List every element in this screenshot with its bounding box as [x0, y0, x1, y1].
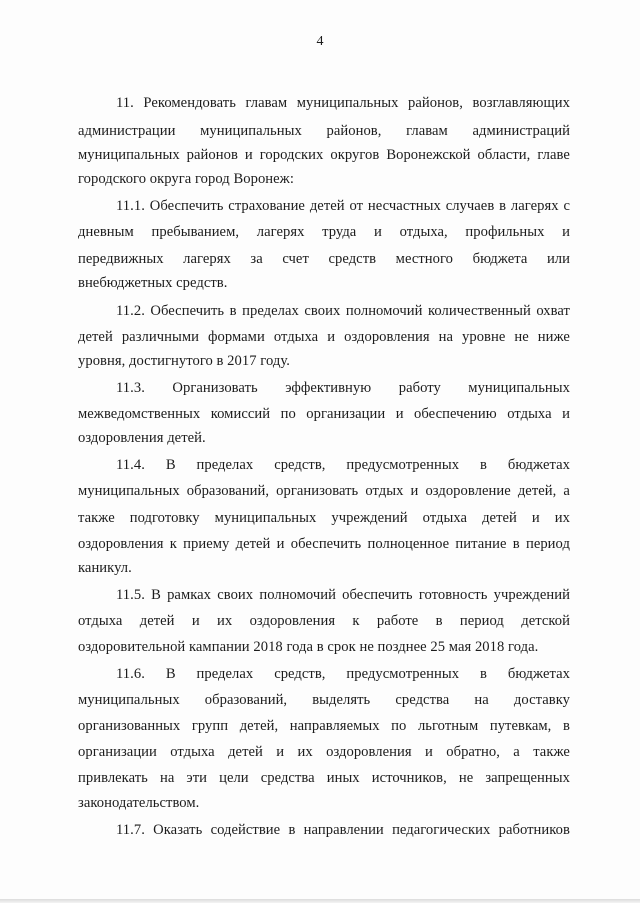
text-line: 11.4. В пределах средств, предусмотренных в бюджетах — [116, 457, 570, 473]
text-line: 11.1. Обеспечить страхование детей от несчастных случаев в лагерях с — [116, 198, 570, 214]
text-line: оздоровительной кампании 2018 года в срок не позднее 25 мая 2018 года. — [78, 639, 539, 655]
text-line: организации отдыха детей и их оздоровления и обратно, а также — [78, 744, 570, 760]
text-line: законодательством. — [78, 795, 200, 811]
text-line: дневным пребыванием, лагерях труда и отдыха, профильных и — [78, 224, 570, 240]
text-line: городского округа город Воронеж: — [78, 171, 294, 187]
text-line: детей различными формами отдыха и оздоровления на уровне не ниже — [78, 329, 570, 345]
text-line: 11.7. Оказать содействие в направлении педагогических работников — [116, 822, 570, 838]
scan-bottom-edge — [0, 899, 640, 903]
text-line: 11.6. В пределах средств, предусмотренных в бюджетах — [116, 666, 570, 682]
text-line: внебюджетных средств. — [78, 275, 228, 291]
text-line: уровня, достигнутого в 2017 году. — [78, 353, 290, 369]
page-number: 4 — [316, 34, 324, 49]
text-line: 11.5. В рамках своих полномочий обеспечить готовность учреждений — [116, 587, 570, 603]
text-line: муниципальных районов и городских округов Воронежской области, главе — [78, 147, 570, 163]
text-line: администрации муниципальных районов, главам администраций — [78, 123, 570, 139]
text-line: 11.3. Организовать эффективную работу муниципальных — [116, 380, 570, 396]
text-line: муниципальных образований, организовать отдых и оздоровление детей, а — [78, 483, 570, 499]
text-line: оздоровления детей. — [78, 430, 206, 446]
text-line: каникул. — [78, 560, 132, 576]
text-line: отдыха детей и их оздоровления к работе в период детской — [78, 613, 570, 629]
text-line: оздоровления к приему детей и обеспечить полноценное питание в период — [78, 536, 570, 552]
text-line: привлекать на эти цели средства иных источников, не запрещенных — [78, 770, 570, 786]
text-line: муниципальных образований, выделять средства на доставку — [78, 692, 570, 708]
text-line: 11. Рекомендовать главам муниципальных районов, возглавляющих — [116, 95, 570, 111]
text-line: 11.2. Обеспечить в пределах своих полномочий количественный охват — [116, 303, 570, 319]
text-line: передвижных лагерях за счет средств местного бюджета или — [78, 251, 570, 267]
text-line: межведомственных комиссий по организации и обеспечению отдыха и — [78, 406, 570, 422]
text-line: организованных групп детей, направляемых по льготным путевкам, в — [78, 718, 570, 734]
text-line: также подготовку муниципальных учреждений отдыха детей и их — [78, 510, 570, 526]
